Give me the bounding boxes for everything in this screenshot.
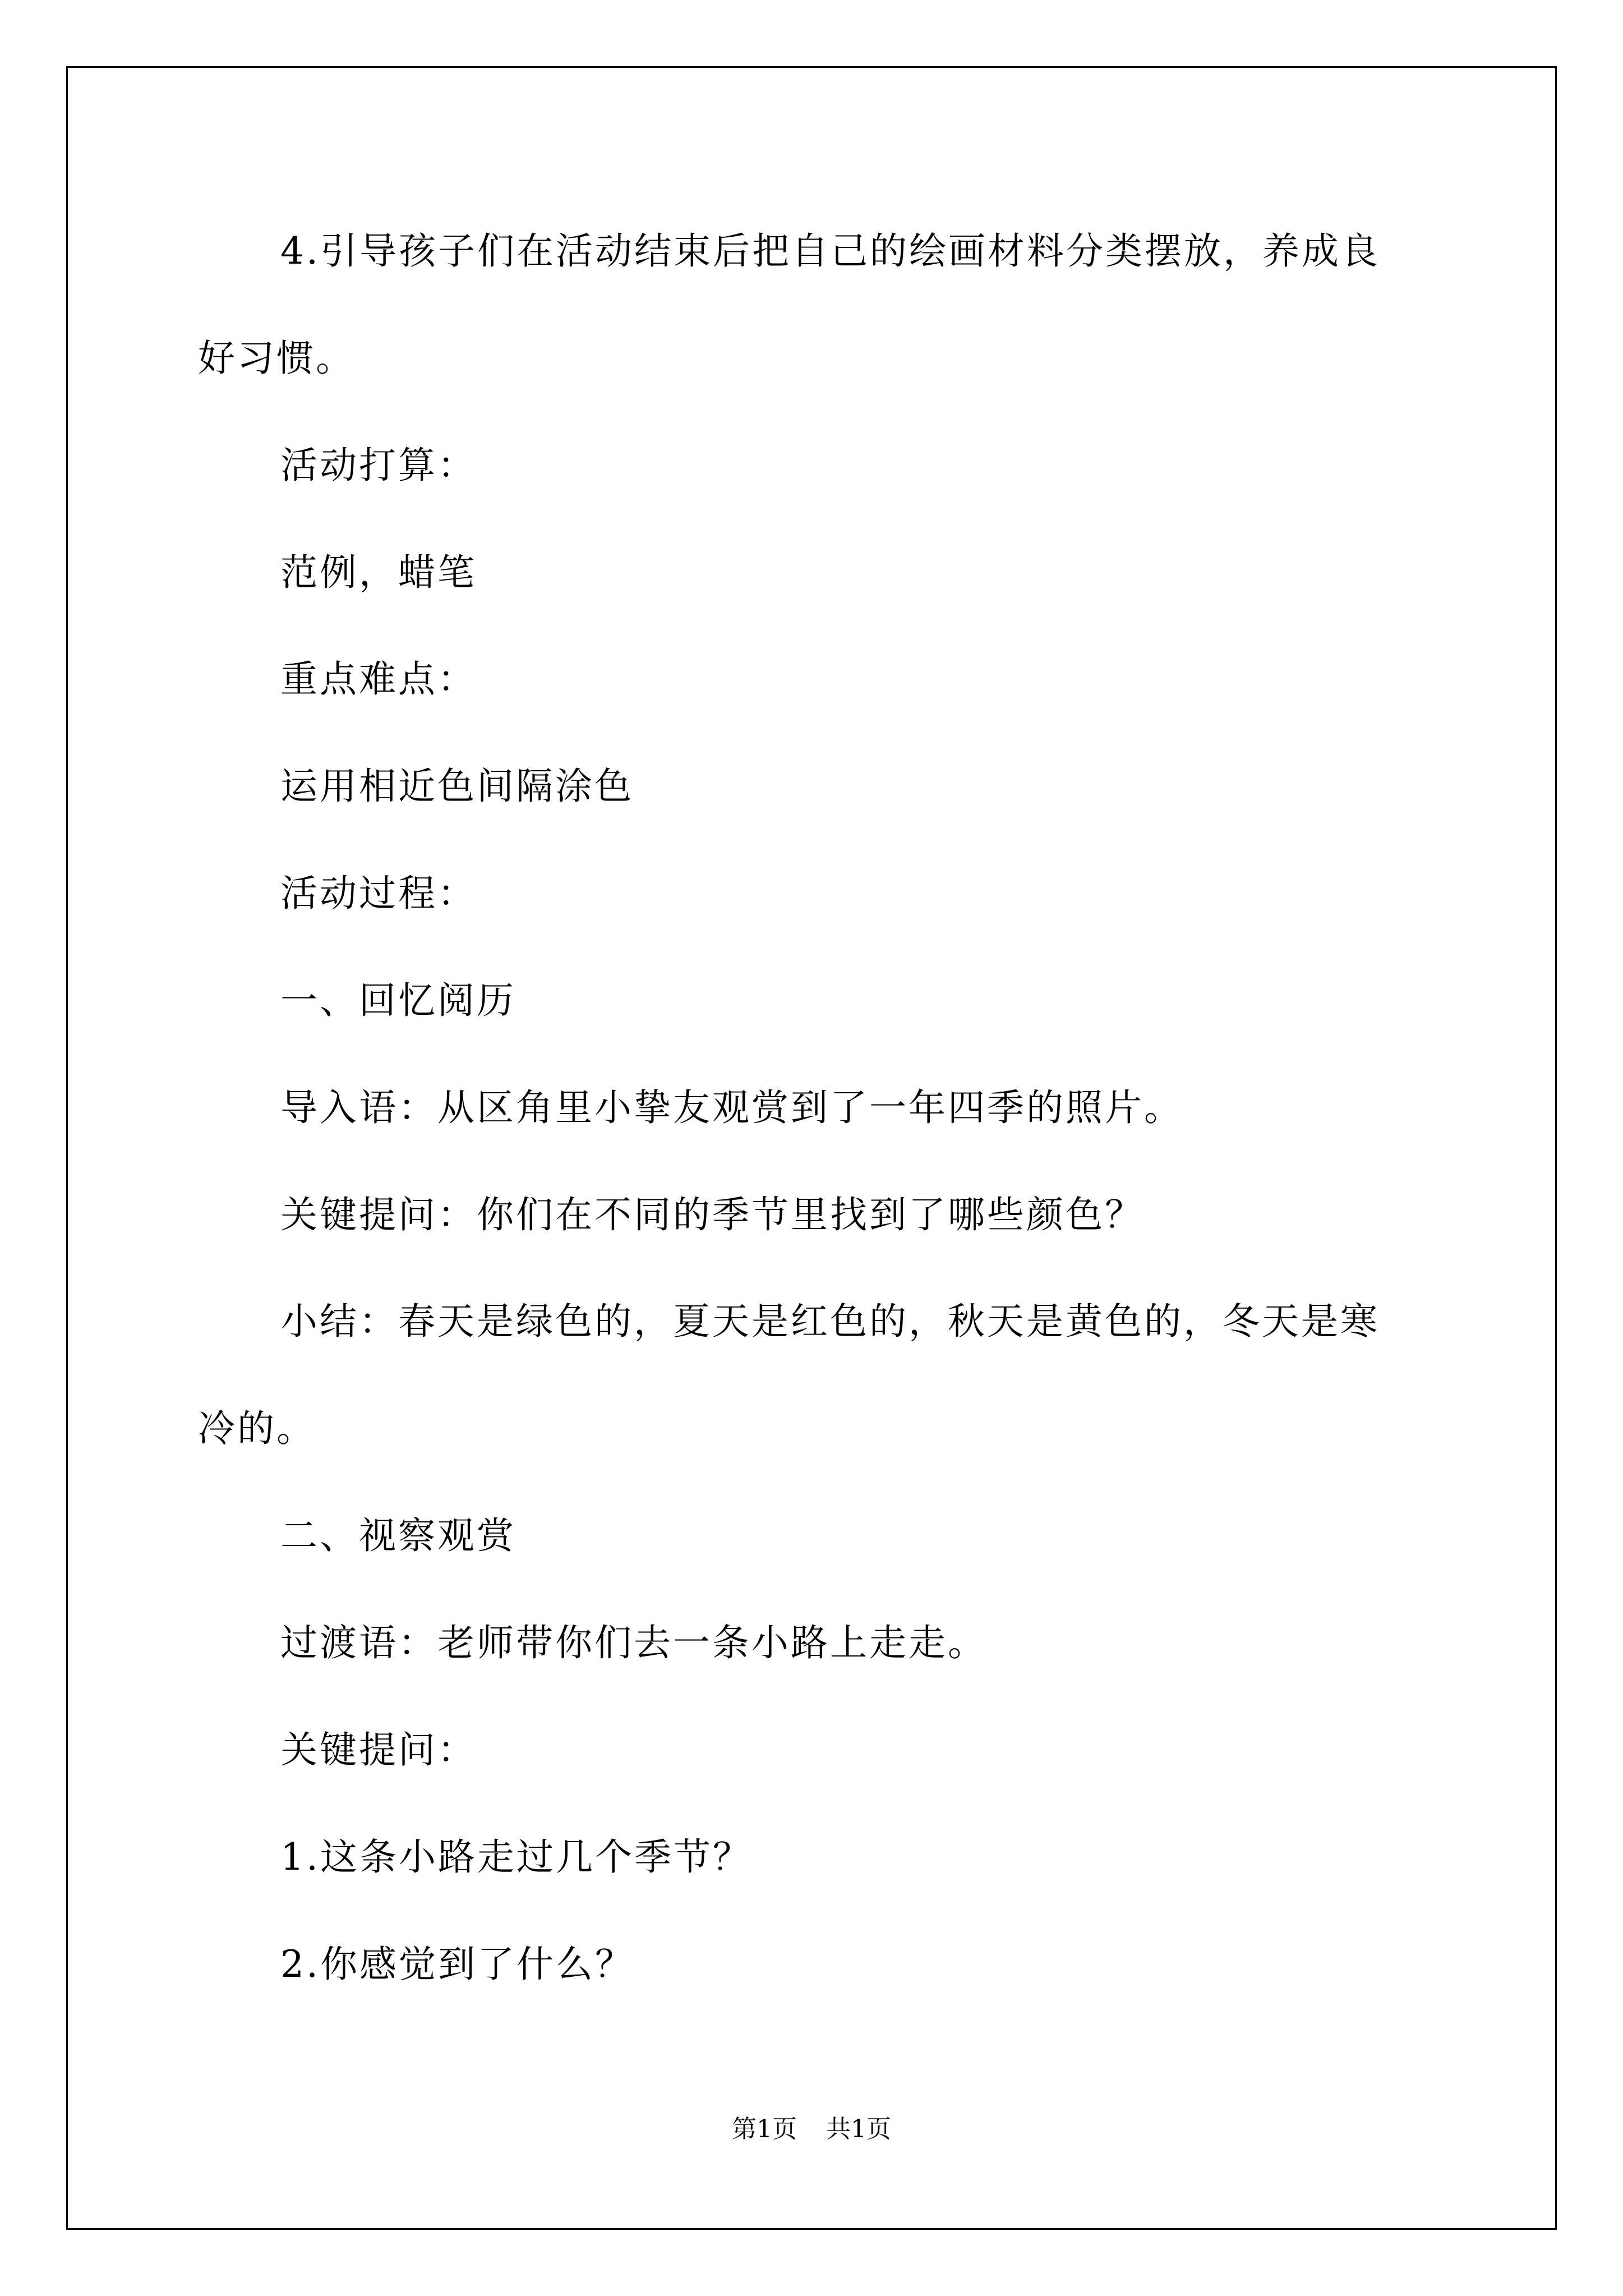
page-number-total: 共1页 xyxy=(826,2115,891,2143)
paragraph-line: 小结：春天是绿色的，夏天是红色的，秋天是黄色的，冬天是寒 xyxy=(280,1300,1380,1343)
paragraph-line: 活动过程： xyxy=(280,872,477,915)
page-number-current: 第1页 xyxy=(732,2115,797,2143)
paragraph-line: 4.引导孩子们在活动结束后把自己的绘画材料分类摆放，养成良 xyxy=(280,229,1380,273)
page-border xyxy=(66,66,1557,2230)
paragraph-line: 过渡语：老师带你们去一条小路上走走。 xyxy=(280,1621,987,1664)
paragraph-line: 导入语：从区角里小挚友观赏到了一年四季的照片。 xyxy=(280,1086,1183,1129)
page-footer xyxy=(0,2117,1623,2142)
paragraph-line: 运用相近色间隔涂色 xyxy=(280,765,634,808)
paragraph-line: 一、回忆阅历 xyxy=(280,979,516,1022)
paragraph-line: 关键提问：你们在不同的季节里找到了哪些颜色？ xyxy=(280,1193,1144,1236)
paragraph-line: 冷的。 xyxy=(198,1407,316,1450)
paragraph-line: 二、视察观赏 xyxy=(280,1514,516,1557)
paragraph-line: 好习惯。 xyxy=(198,337,355,380)
paragraph-line: 活动打算： xyxy=(280,444,477,487)
paragraph-line: 重点难点： xyxy=(280,657,477,701)
paragraph-line: 范例，蜡笔 xyxy=(280,551,477,594)
paragraph-line: 1.这条小路走过几个季节？ xyxy=(280,1835,752,1879)
paragraph-line: 2.你感觉到了什么？ xyxy=(280,1943,634,1986)
paragraph-line: 关键提问： xyxy=(280,1728,477,1772)
